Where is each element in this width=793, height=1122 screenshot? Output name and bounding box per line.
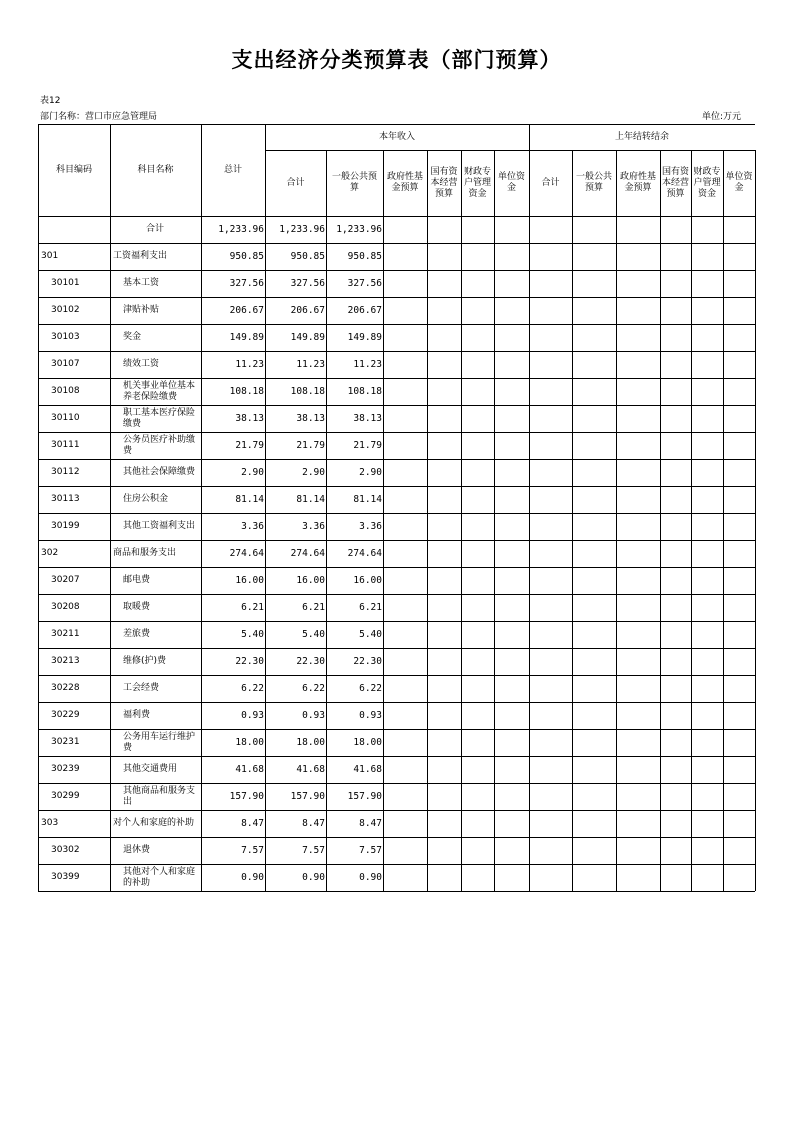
row-cy-general: 0.90 bbox=[359, 872, 382, 883]
row-name: 取暖费 bbox=[123, 602, 151, 612]
row-cy-general: 1,233.96 bbox=[336, 224, 382, 235]
row-total: 327.56 bbox=[229, 278, 264, 289]
row-total: 16.00 bbox=[235, 575, 264, 586]
row-cy-total: 7.57 bbox=[302, 845, 325, 856]
row-code: 30199 bbox=[51, 521, 80, 531]
row-code: 30102 bbox=[51, 305, 80, 315]
row-total: 3.36 bbox=[241, 521, 264, 532]
row-cy-general: 41.68 bbox=[353, 764, 382, 775]
row-name: 职工基本医疗保险缴费 bbox=[123, 407, 196, 429]
row-cy-total: 21.79 bbox=[296, 440, 325, 451]
row-code bbox=[38, 216, 110, 243]
row-code: 30213 bbox=[51, 656, 80, 666]
row-code: 30101 bbox=[51, 278, 80, 288]
row-name: 工资福利支出 bbox=[113, 251, 168, 261]
row-total: 7.57 bbox=[241, 845, 264, 856]
row-cy-general: 0.93 bbox=[359, 710, 382, 721]
row-name: 合计 bbox=[145, 224, 164, 234]
table-gridline bbox=[427, 150, 428, 891]
row-code: 30113 bbox=[51, 494, 80, 504]
row-cy-total: 3.36 bbox=[302, 521, 325, 532]
row-cy-general: 7.57 bbox=[359, 845, 382, 856]
row-cy-general: 38.13 bbox=[353, 413, 382, 424]
row-cy-total: 149.89 bbox=[290, 332, 325, 343]
header-cy-col: 政府性基金预算 bbox=[386, 172, 423, 193]
row-total: 81.14 bbox=[235, 494, 264, 505]
row-total: 149.89 bbox=[229, 332, 264, 343]
row-code: 30231 bbox=[51, 737, 80, 747]
row-total: 206.67 bbox=[229, 305, 264, 316]
row-name: 公务员医疗补助缴费 bbox=[123, 434, 196, 456]
row-cy-total: 81.14 bbox=[296, 494, 325, 505]
row-name: 维修(护)费 bbox=[123, 656, 167, 666]
row-cy-general: 21.79 bbox=[353, 440, 382, 451]
row-cy-total: 16.00 bbox=[296, 575, 325, 586]
row-name: 对个人和家庭的补助 bbox=[113, 818, 195, 828]
header-ly-col: 一般公共预算 bbox=[575, 172, 612, 193]
header-name: 科目名称 bbox=[137, 164, 174, 175]
row-total: 18.00 bbox=[235, 737, 264, 748]
table-number: 表12 bbox=[40, 96, 61, 106]
row-cy-general: 5.40 bbox=[359, 629, 382, 640]
table-gridline bbox=[383, 150, 384, 891]
row-code: 302 bbox=[41, 548, 59, 558]
row-total: 21.79 bbox=[235, 440, 264, 451]
row-name: 其他交通费用 bbox=[123, 764, 178, 774]
row-cy-general: 108.18 bbox=[347, 386, 382, 397]
header-code: 科目编码 bbox=[55, 164, 92, 175]
row-cy-total: 18.00 bbox=[296, 737, 325, 748]
row-code: 30103 bbox=[51, 332, 80, 342]
row-code: 301 bbox=[41, 251, 59, 261]
row-total: 2.90 bbox=[241, 467, 264, 478]
row-cy-total: 6.22 bbox=[302, 683, 325, 694]
table-gridline bbox=[461, 150, 462, 891]
row-name: 津贴补贴 bbox=[123, 305, 160, 315]
table-gridline bbox=[660, 150, 661, 891]
row-code: 30108 bbox=[51, 386, 80, 396]
row-code: 30107 bbox=[51, 359, 80, 369]
row-cy-general: 2.90 bbox=[359, 467, 382, 478]
row-code: 30228 bbox=[51, 683, 80, 693]
row-cy-total: 6.21 bbox=[302, 602, 325, 613]
row-cy-total: 274.64 bbox=[290, 548, 325, 559]
row-cy-total: 0.90 bbox=[302, 872, 325, 883]
row-cy-total: 327.56 bbox=[290, 278, 325, 289]
header-last-year: 上年结转结余 bbox=[614, 131, 669, 142]
table-gridline bbox=[529, 124, 530, 891]
row-cy-general: 327.56 bbox=[347, 278, 382, 289]
header-cy-col: 合计 bbox=[286, 177, 305, 188]
row-code: 30207 bbox=[51, 575, 80, 585]
row-cy-general: 950.85 bbox=[347, 251, 382, 262]
page-title: 支出经济分类预算表（部门预算） bbox=[231, 47, 562, 72]
row-total: 6.22 bbox=[241, 683, 264, 694]
row-name: 其他商品和服务支出 bbox=[123, 785, 196, 807]
header-current-year: 本年收入 bbox=[378, 131, 415, 142]
row-cy-total: 11.23 bbox=[296, 359, 325, 370]
row-cy-total: 108.18 bbox=[290, 386, 325, 397]
row-name: 工会经费 bbox=[123, 683, 160, 693]
department-name: 部门名称：营口市应急管理局 bbox=[40, 112, 158, 122]
header-ly-col: 财政专户管理资金 bbox=[693, 166, 721, 199]
row-code: 30111 bbox=[51, 440, 80, 450]
row-cy-total: 8.47 bbox=[302, 818, 325, 829]
row-code: 30239 bbox=[51, 764, 80, 774]
row-code: 30399 bbox=[51, 872, 80, 882]
row-code: 30299 bbox=[51, 791, 80, 801]
header-ly-col: 合计 bbox=[541, 177, 560, 188]
row-cy-total: 22.30 bbox=[296, 656, 325, 667]
row-total: 0.90 bbox=[241, 872, 264, 883]
row-total: 157.90 bbox=[229, 791, 264, 802]
table-gridline bbox=[723, 150, 724, 891]
row-cy-total: 2.90 bbox=[302, 467, 325, 478]
row-cy-general: 3.36 bbox=[359, 521, 382, 532]
table-gridline bbox=[572, 150, 573, 891]
row-cy-general: 6.21 bbox=[359, 602, 382, 613]
row-cy-general: 149.89 bbox=[347, 332, 382, 343]
row-cy-general: 81.14 bbox=[353, 494, 382, 505]
row-name: 机关事业单位基本养老保险缴费 bbox=[123, 380, 196, 402]
row-cy-total: 1,233.96 bbox=[279, 224, 325, 235]
row-code: 30208 bbox=[51, 602, 80, 612]
row-total: 5.40 bbox=[241, 629, 264, 640]
row-name: 绩效工资 bbox=[123, 359, 160, 369]
row-total: 8.47 bbox=[241, 818, 264, 829]
row-total: 38.13 bbox=[235, 413, 264, 424]
header-ly-col: 单位资金 bbox=[725, 172, 753, 193]
row-code: 30302 bbox=[51, 845, 80, 855]
row-total: 6.21 bbox=[241, 602, 264, 613]
header-cy-col: 一般公共预算 bbox=[331, 172, 377, 193]
header-ly-col: 国有资本经营预算 bbox=[662, 166, 690, 199]
row-name: 基本工资 bbox=[123, 278, 160, 288]
row-name: 差旅费 bbox=[123, 629, 151, 639]
table-gridline bbox=[616, 150, 617, 891]
row-code: 30211 bbox=[51, 629, 80, 639]
row-name: 退休费 bbox=[123, 845, 151, 855]
row-total: 11.23 bbox=[235, 359, 264, 370]
row-name: 其他工资福利支出 bbox=[123, 521, 196, 531]
row-cy-general: 16.00 bbox=[353, 575, 382, 586]
row-total: 0.93 bbox=[241, 710, 264, 721]
row-name: 福利费 bbox=[123, 710, 151, 720]
row-cy-total: 38.13 bbox=[296, 413, 325, 424]
row-total: 274.64 bbox=[229, 548, 264, 559]
row-cy-general: 18.00 bbox=[353, 737, 382, 748]
row-name: 其他对个人和家庭的补助 bbox=[123, 866, 196, 888]
header-ly-col: 政府性基金预算 bbox=[619, 172, 656, 193]
row-name: 其他社会保障缴费 bbox=[123, 467, 196, 477]
row-cy-total: 206.67 bbox=[290, 305, 325, 316]
table-gridline bbox=[494, 150, 495, 891]
table-gridline bbox=[691, 150, 692, 891]
row-name: 公务用车运行维护费 bbox=[123, 731, 196, 753]
row-cy-general: 157.90 bbox=[347, 791, 382, 802]
row-name: 邮电费 bbox=[123, 575, 151, 585]
row-cy-general: 11.23 bbox=[353, 359, 382, 370]
row-code: 30112 bbox=[51, 467, 80, 477]
header-cy-col: 单位资金 bbox=[497, 172, 525, 193]
row-total: 1,233.96 bbox=[218, 224, 264, 235]
row-total: 41.68 bbox=[235, 764, 264, 775]
table-gridline bbox=[38, 891, 755, 892]
row-code: 30110 bbox=[51, 413, 80, 423]
row-total: 950.85 bbox=[229, 251, 264, 262]
row-cy-general: 206.67 bbox=[347, 305, 382, 316]
row-code: 30229 bbox=[51, 710, 80, 720]
row-name: 商品和服务支出 bbox=[113, 548, 177, 558]
row-cy-total: 5.40 bbox=[302, 629, 325, 640]
row-cy-general: 22.30 bbox=[353, 656, 382, 667]
row-cy-total: 41.68 bbox=[296, 764, 325, 775]
row-name: 住房公积金 bbox=[123, 494, 169, 504]
row-cy-total: 950.85 bbox=[290, 251, 325, 262]
header-total: 总计 bbox=[223, 164, 242, 175]
row-cy-general: 8.47 bbox=[359, 818, 382, 829]
row-total: 108.18 bbox=[229, 386, 264, 397]
unit-label: 单位:万元 bbox=[702, 112, 742, 122]
table-gridline bbox=[755, 150, 756, 891]
row-cy-general: 6.22 bbox=[359, 683, 382, 694]
row-total: 22.30 bbox=[235, 656, 264, 667]
row-code: 303 bbox=[41, 818, 59, 828]
row-cy-total: 0.93 bbox=[302, 710, 325, 721]
row-cy-total: 157.90 bbox=[290, 791, 325, 802]
header-cy-col: 财政专户管理资金 bbox=[463, 166, 491, 199]
row-cy-general: 274.64 bbox=[347, 548, 382, 559]
header-cy-col: 国有资本经营预算 bbox=[430, 166, 458, 199]
row-name: 奖金 bbox=[123, 332, 142, 342]
